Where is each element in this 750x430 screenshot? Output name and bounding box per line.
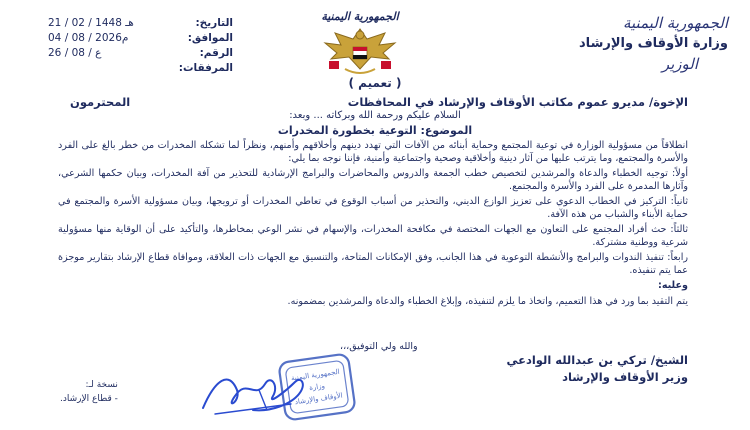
stamp-line-1: الجمهورية اليمنية (290, 367, 341, 383)
respected-label: المحترمون (70, 95, 131, 109)
ref-row (48, 46, 233, 61)
handwritten-signature-icon (195, 360, 315, 420)
republic-name: الجمهورية اليمنية (622, 14, 728, 32)
date-hijri-value: 21 / 02 / 1448 هـ (48, 17, 134, 29)
date-greg-label: الموافق: (187, 32, 233, 44)
ref-value: ع / 08 / 26 (48, 47, 102, 59)
memo-subject: الموضوع: التوعية بخطورة المخدرات (277, 124, 473, 137)
yemen-emblem (315, 10, 405, 78)
date-hijri-row (48, 16, 233, 31)
paragraph-second: ثانياً: التركيز في الخطاب الدعوي على تعزيز الوازع الديني، والتحذير من أسباب الوقوع في تعاطي المخدرات أو ترويجها، وبيان مسؤولية الأسرة والمجتمع في حماية الأبناء والشباب من هذه الآفة. (58, 196, 688, 220)
copy-to-label: نسخة لـ: (85, 380, 118, 390)
paragraph-instruction: يتم التقيد بما ورد في هذا التعميم، واتخاذ ما يلزم لتنفيذه، وإبلاغ الخطباء والدعاة والمرشدين بمضمونه. (287, 295, 688, 307)
closing-line: والله ولي التوفيق،،، (340, 341, 418, 352)
signatory-name: الشيخ/ تركي بن عبدالله الوادعي (506, 353, 688, 367)
paragraph-therefore: وعليه: (657, 280, 688, 291)
ministry-name: وزارة الأوقاف والإرشاد (579, 36, 728, 51)
paragraph-fourth: رابعاً: تنفيذ الندوات والبرامج والأنشطة التوعوية في هذا الجانب، وفق الإمكانات المتاحة، والتنسيق مع الجهات ذات العلاقة، وموافاة قطاع الإرشاد بتقارير موجزة عما يتم تنفيذه. (58, 252, 688, 276)
copy-to (60, 378, 118, 406)
date-greg-value: 04 / 08 / 2026م (48, 32, 129, 44)
stamp-line-2: وزارة (308, 381, 326, 393)
copy-to-item: - قطاع الإرشاد. (60, 394, 118, 404)
paragraph-first: أولاً: توجيه الخطباء والدعاة والمرشدين لتخصيص خطب الجمعة والدروس والمحاضرات والبرامج الإرشادية للتحذير من آفة المخدرات، وبيان حكمها الشرعي، وآثارها المدمرة على الفرد والأسرة والمجتمع. (58, 168, 688, 192)
eagle-emblem-icon (315, 25, 405, 77)
stamp-line-3: الأوقاف والإرشاد (294, 391, 344, 407)
addressee: الإخوة/ مديرو عموم مكاتب الأوقاف والإرشاد في المحافظات (347, 95, 688, 109)
paragraph-intro: انطلاقاً من مسؤولية الوزارة في توعية المجتمع وحماية أبنائه من الآفات التي تهدد دينهم وأخلاقهم وأمنهم، ونظراً لما تشكله المخدرات من خطر بالغ على الفرد والأسرة والمجتمع، وما يترتب عليها من آثار دينية وأخلاقية وصحية واجتماعية وأمنية، فإننا نوجه بما يلي: (58, 140, 688, 164)
signatory-title: وزير الأوقاف والإرشاد (562, 370, 688, 384)
signature-block (506, 352, 688, 386)
memo-body (58, 140, 688, 311)
attachments-label: المرفقات: (178, 62, 233, 74)
ref-label: الرقم: (199, 47, 233, 59)
letterhead-right (538, 14, 728, 73)
paragraph-third: ثالثاً: حث أفراد المجتمع على التعاون مع الجهات المختصة في مكافحة المخدرات، والإسهام في نشر الوعي بمخاطرها، والتأكيد على أن الوقاية منها مسؤولية شرعية ووطنية مشتركة. (58, 224, 688, 248)
date-hijri-label: التاريخ: (195, 17, 233, 29)
attachments-row (48, 61, 233, 76)
memo-title: ( تعميم ) (348, 76, 402, 90)
letter-metadata (48, 16, 233, 76)
greeting: السلام عليكم ورحمة الله وبركاته ... وبعد: (289, 110, 461, 121)
minister-title: الوزير (661, 55, 698, 73)
date-greg-row (48, 31, 233, 46)
emblem-banner: الجمهورية اليمنية (321, 10, 399, 23)
